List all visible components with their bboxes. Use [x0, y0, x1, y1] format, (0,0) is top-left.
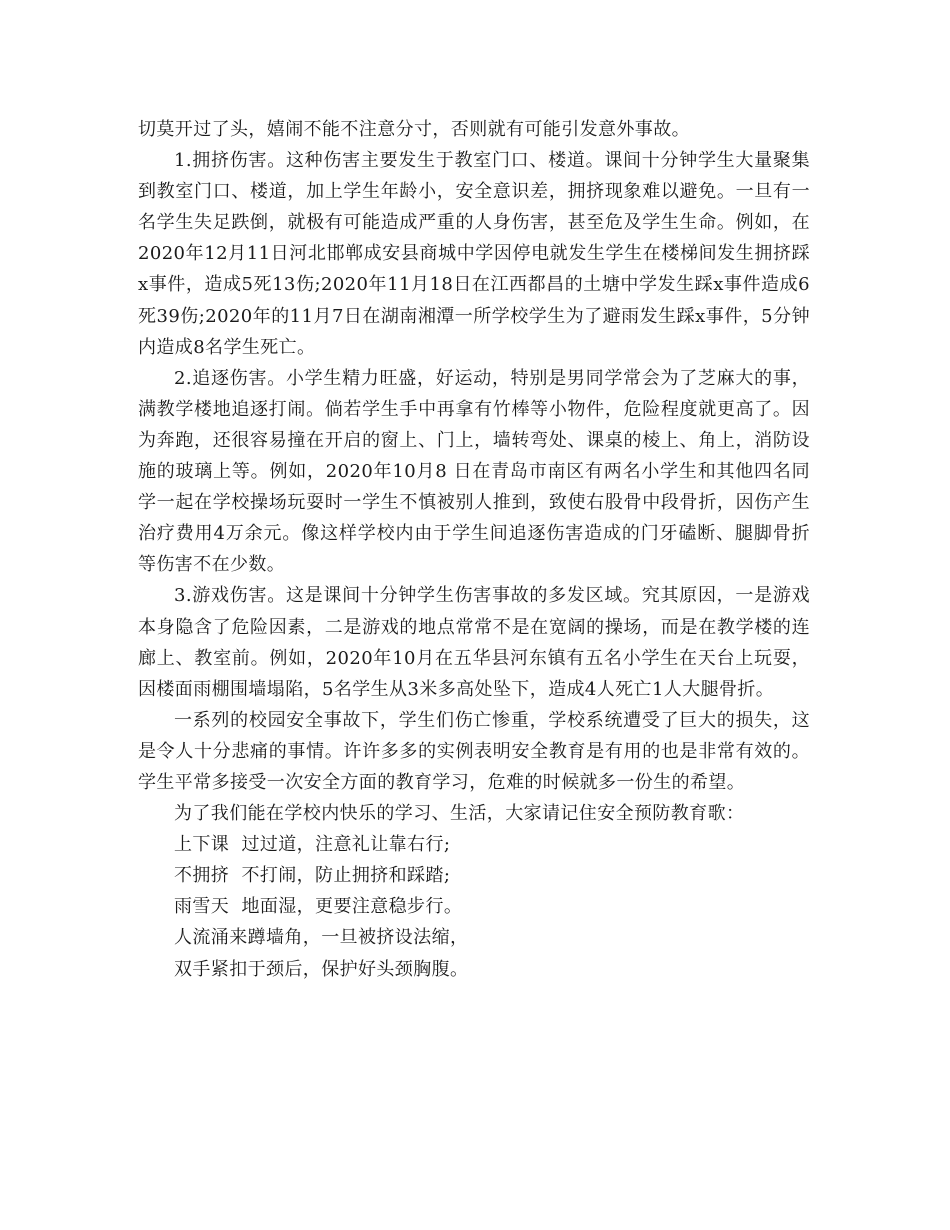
paragraph-summary: 一系列的校园安全事故下，学生们伤亡惨重，学校系统遭受了巨大的损失，这是令人十分悲痛的事情。许许多多的实例表明安全教育是有用的也是非常有效的。学生平常多接受一次安全方面的教育学习，危难的时候就多一份生的希望。: [138, 709, 810, 793]
paragraph-game-injury: 3.游戏伤害。这是课间十分钟学生伤害事故的多发区域。究其原因，一是游戏本身隐含了危险因素，二是游戏的地点常常不是在宽阔的操场，而是在教学楼的连廊上、教室前。例如，2020年10月在五华县河东镇有五名小学生在天台上玩耍，因楼面雨棚围墙塌陷，5名学生从3米多高处坠下，造成4人死亡1人大腿骨折。: [138, 585, 810, 700]
paragraph-continuation: 切莫开过了头，嬉闹不能不注意分寸，否则就有可能引发意外事故。: [138, 119, 690, 140]
paragraph-chasing-injury: 2.追逐伤害。小学生精力旺盛，好运动，特别是男同学常会为了芝麻大的事，满教学楼地追逐打闹。倘若学生手中再拿有竹棒等小物件，危险程度就更高了。因为奔跑，还很容易撞在开启的窗上、门上，墙转弯处、课桌的棱上、角上，消防设施的玻璃上等。例如，2020年10月8 日在青岛市南区有两名小学生和其他四名同学一起在学校操场玩耍时一学生不慎被别人推到，致使右股骨中段骨折，因伤产生治疗费用4万余元。像这样学校内由于学生间追逐伤害造成的门牙磕断、腿脚骨折等伤害不在少数。: [138, 367, 810, 576]
poem-line: 人流涌来蹲墙角，一旦被挤设法缩，: [174, 927, 469, 949]
poem-line: 双手紧扣于颈后，保护好头颈胸腹。: [174, 958, 469, 980]
poem-line: 上下课 过过道，注意礼让靠右行;: [174, 834, 451, 856]
paragraph-poem-intro: 为了我们能在学校内快乐的学习、生活，大家请记住安全预防教育歌：: [174, 803, 745, 825]
poem-line: 不拥挤 不打闹，防止拥挤和踩踏;: [174, 865, 451, 887]
poem-line: 雨雪天 地面湿，更要注意稳步行。: [174, 896, 463, 918]
paragraph-crowding-injury: 1.拥挤伤害。这种伤害主要发生于教室门口、楼道。课间十分钟学生大量聚集到教室门口、楼道，加上学生年龄小，安全意识差，拥挤现象难以避免。一旦有一名学生失足跌倒，就极有可能造成严重的人身伤害，甚至危及学生生命。例如，在2020年12月11日河北邯郸成安县商城中学因停电就发生学生在楼梯间发生拥挤踩x事件，造成5死13伤;2020年11月18日在江西都昌的土塘中学发生踩x事件造成6死39伤;2020年的11月7日在湖南湘潭一所学校学生为了避雨发生踩x事件，5分钟内造成8名学生死亡。: [138, 150, 810, 358]
document-body: [138, 114, 810, 985]
